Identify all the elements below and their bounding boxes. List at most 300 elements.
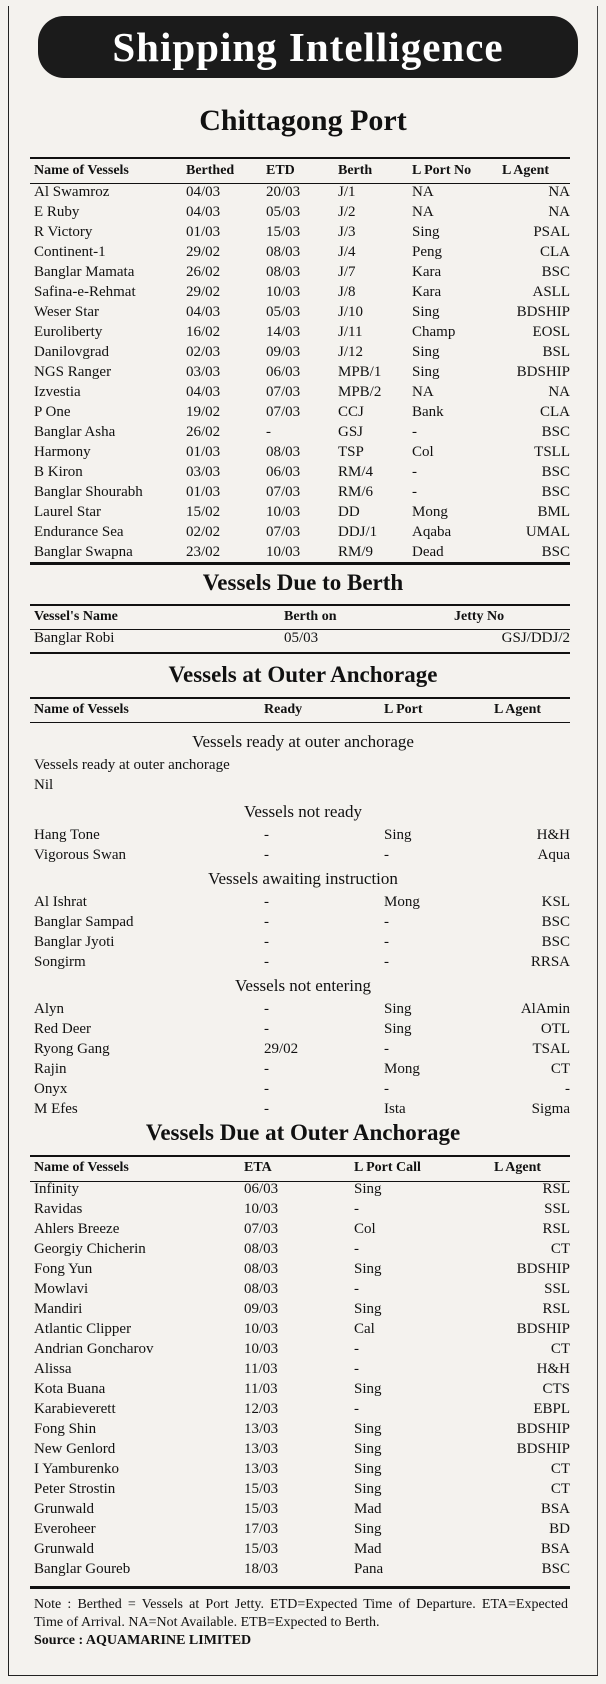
table-cell: 09/03 — [244, 1301, 279, 1317]
table-cell: 29/02 — [186, 284, 221, 300]
table-cell: Songirm — [34, 954, 86, 970]
table-cell: J/10 — [338, 304, 364, 320]
table-cell: 04/03 — [186, 384, 221, 400]
table-row — [34, 422, 570, 442]
table-cell: BD — [549, 1521, 570, 1537]
table-cell: Grunwald — [34, 1501, 94, 1517]
table-cell: Fong Yun — [34, 1261, 93, 1277]
table-row — [34, 1179, 570, 1199]
due-outer-table — [34, 1157, 570, 1579]
table-cell: Banglar Sampad — [34, 914, 134, 930]
table-row — [34, 825, 570, 845]
table-cell: SSL — [544, 1201, 570, 1217]
table-cell: 10/03 — [244, 1321, 279, 1337]
table-row — [34, 1519, 570, 1539]
table-cell: Ista — [384, 1101, 406, 1117]
table-row — [34, 628, 570, 648]
table-cell: TSAL — [532, 1041, 570, 1057]
table-cell: Sing — [354, 1181, 382, 1197]
table-row — [34, 1499, 570, 1519]
table-cell: BSC — [541, 464, 570, 480]
table-cell: MPB/1 — [338, 364, 382, 380]
table-cell: - — [384, 847, 389, 863]
table-cell: - — [354, 1341, 359, 1357]
table-row — [34, 1379, 570, 1399]
table-cell: - — [384, 1041, 389, 1057]
table-cell: 02/03 — [186, 344, 221, 360]
table-row — [34, 932, 570, 952]
table-cell: 29/02 — [264, 1041, 299, 1057]
table-cell: Ravidas — [34, 1201, 83, 1217]
table-row — [34, 1319, 570, 1339]
banner-title: Shipping Intelligence — [38, 16, 578, 78]
col-header: Name of Vessels — [34, 1160, 129, 1175]
table-cell: Sing — [412, 224, 440, 240]
table-cell: J/4 — [338, 244, 356, 260]
table-cell: 02/02 — [186, 524, 221, 540]
table-cell: New Genlord — [34, 1441, 116, 1457]
table-cell: 18/03 — [244, 1561, 279, 1577]
table-row — [34, 1099, 570, 1119]
table-cell: PSAL — [533, 224, 570, 240]
table-cell: Banglar Jyoti — [34, 934, 115, 950]
table-cell: TSP — [338, 444, 364, 460]
table-cell: 04/03 — [186, 204, 221, 220]
table-cell: 09/03 — [266, 344, 301, 360]
table-cell: Sing — [354, 1481, 382, 1497]
source-line: Source : AQUAMARINE LIMITED — [34, 1633, 252, 1648]
table-cell: Rajin — [34, 1061, 67, 1077]
table-row — [34, 1299, 570, 1319]
table-cell: - — [264, 954, 269, 970]
ready-nil: Nil — [34, 777, 54, 793]
table-row — [34, 1559, 570, 1579]
table-cell: CTS — [542, 1381, 570, 1397]
table-cell: J/7 — [338, 264, 356, 280]
table-row — [34, 182, 570, 202]
table-cell: - — [354, 1241, 359, 1257]
table-cell: 23/02 — [186, 544, 221, 560]
table-header-row — [34, 1157, 570, 1179]
table-cell: 08/03 — [244, 1281, 279, 1297]
table-cell: E Ruby — [34, 204, 80, 220]
table-cell: BDSHIP — [516, 1261, 570, 1277]
table-cell: 05/03 — [266, 204, 301, 220]
table-cell: 17/03 — [244, 1521, 279, 1537]
table-header-row — [34, 160, 570, 182]
table-cell: 20/03 — [266, 184, 301, 200]
table-cell: 26/02 — [186, 264, 221, 280]
table-cell: BSC — [541, 1561, 570, 1577]
table-row — [34, 222, 570, 242]
table-row — [34, 1239, 570, 1259]
due-berth-table — [34, 606, 570, 648]
table-row — [34, 282, 570, 302]
table-cell: Ahlers Breeze — [34, 1221, 120, 1237]
table-cell: SSL — [544, 1281, 570, 1297]
table-cell: EOSL — [532, 324, 570, 340]
table-row — [34, 442, 570, 462]
table-cell: 07/03 — [266, 524, 301, 540]
table-cell: Karabieverett — [34, 1401, 116, 1417]
table-cell: 01/03 — [186, 484, 221, 500]
table-cell: J/12 — [338, 344, 364, 360]
table-cell: KSL — [541, 894, 570, 910]
table-cell: 11/03 — [244, 1361, 278, 1377]
table-cell: Sing — [412, 344, 440, 360]
table-cell: Mong — [412, 504, 448, 520]
table-cell: P One — [34, 404, 71, 420]
table-cell: 15/02 — [186, 504, 221, 520]
table-cell: Izvestia — [34, 384, 81, 400]
table-cell: BDSHIP — [516, 304, 570, 320]
table-cell: RM/4 — [338, 464, 374, 480]
table-cell: Alissa — [34, 1361, 72, 1377]
table-cell: Sing — [354, 1521, 382, 1537]
rule — [30, 562, 570, 565]
table-cell: 15/03 — [244, 1481, 279, 1497]
table-row — [34, 912, 570, 932]
table-cell: - — [264, 934, 269, 950]
group-heading: Vessels not ready — [243, 802, 363, 821]
table-cell: Vigorous Swan — [34, 847, 127, 863]
table-row — [34, 1359, 570, 1379]
table-cell: Sing — [354, 1421, 382, 1437]
table-cell: Cal — [354, 1321, 375, 1337]
table-cell: - — [565, 1081, 570, 1097]
table-cell: - — [412, 464, 417, 480]
table-row — [34, 1339, 570, 1359]
table-cell: BDSHIP — [516, 364, 570, 380]
table-row — [34, 1539, 570, 1559]
table-cell: Sing — [354, 1461, 382, 1477]
col-header: ETA — [244, 1160, 272, 1175]
table-row — [34, 1019, 570, 1039]
table-cell: Continent-1 — [34, 244, 106, 260]
table-cell: 12/03 — [244, 1401, 279, 1417]
table-row — [34, 262, 570, 282]
table-cell: 10/03 — [266, 544, 301, 560]
group-heading: Vessels awaiting instruction — [208, 869, 398, 888]
table-cell: CT — [550, 1341, 570, 1357]
col-header: L Port No — [412, 163, 472, 178]
col-header: L Agent — [502, 163, 550, 178]
table-cell: MPB/2 — [338, 384, 382, 400]
rule — [30, 1181, 570, 1182]
rule — [30, 652, 570, 654]
table-cell: 19/02 — [186, 404, 221, 420]
table-cell: - — [266, 424, 271, 440]
table-cell: Al Ishrat — [34, 894, 87, 910]
table-cell: - — [264, 827, 269, 843]
table-cell: Sing — [412, 364, 440, 380]
col-header: Name of Vessels — [34, 163, 129, 178]
table-cell: UMAL — [525, 524, 570, 540]
table-row — [34, 1399, 570, 1419]
table-cell: 04/03 — [186, 184, 221, 200]
table-cell: I Yamburenko — [34, 1461, 119, 1477]
table-row — [34, 1219, 570, 1239]
rule — [30, 183, 570, 184]
table-cell: Sing — [412, 304, 440, 320]
table-cell: 07/03 — [266, 484, 301, 500]
table-cell: - — [384, 914, 389, 930]
table-cell: BDSHIP — [516, 1421, 570, 1437]
table-cell: J/3 — [338, 224, 356, 240]
table-cell: Mong — [384, 1061, 420, 1077]
table-cell: RSL — [542, 1181, 570, 1197]
ready-line: Vessels ready at outer anchorage — [34, 757, 230, 773]
table-cell: Sigma — [531, 1101, 570, 1117]
table-cell: Sing — [384, 1021, 412, 1037]
table-cell: - — [354, 1401, 359, 1417]
table-cell: CT — [550, 1481, 570, 1497]
table-cell: Safina-e-Rehmat — [34, 284, 136, 300]
table-cell: Infinity — [34, 1181, 79, 1197]
berth-on: 05/03 — [284, 630, 319, 646]
table-cell: RSL — [542, 1301, 570, 1317]
awaiting-table — [34, 892, 570, 972]
table-cell: J/11 — [338, 324, 363, 340]
table-cell: - — [264, 1001, 269, 1017]
table-cell: Georgiy Chicherin — [34, 1241, 146, 1257]
table-cell: BSA — [540, 1501, 570, 1517]
table-cell: 01/03 — [186, 444, 221, 460]
table-row — [34, 242, 570, 262]
note-text: Note : Berthed = Vessels at Port Jetty. ETD=Expected Time of Departure. ETA=Expected Time of Arrival. NA=Not Available. ETB=Expected to Berth. — [34, 1597, 568, 1630]
table-cell: 10/03 — [266, 284, 301, 300]
table-cell: Peter Strostin — [34, 1481, 116, 1497]
table-cell: 08/03 — [244, 1261, 279, 1277]
table-row — [34, 202, 570, 222]
table-cell: Mong — [384, 894, 420, 910]
table-cell: J/8 — [338, 284, 356, 300]
table-cell: RSL — [542, 1221, 570, 1237]
table-cell: 15/03 — [244, 1501, 279, 1517]
table-cell: Col — [354, 1221, 376, 1237]
table-row — [34, 1459, 570, 1479]
table-cell: CT — [550, 1241, 570, 1257]
table-cell: 14/03 — [266, 324, 301, 340]
col-header: L Port — [384, 702, 423, 717]
table-cell: CLA — [540, 244, 570, 260]
table-cell: Sing — [354, 1441, 382, 1457]
table-cell: Fong Shin — [34, 1421, 97, 1437]
table-cell: 06/03 — [266, 464, 301, 480]
table-cell: Mad — [354, 1541, 382, 1557]
table-cell: - — [384, 954, 389, 970]
table-cell: 29/02 — [186, 244, 221, 260]
table-cell: H&H — [536, 827, 570, 843]
table-cell: Grunwald — [34, 1541, 94, 1557]
col-header: L Agent — [494, 702, 542, 717]
table-row — [34, 1479, 570, 1499]
table-cell: Banglar Mamata — [34, 264, 135, 280]
table-row — [34, 1259, 570, 1279]
table-cell: - — [264, 1061, 269, 1077]
table-cell: 01/03 — [186, 224, 221, 240]
table-cell: - — [264, 1021, 269, 1037]
table-cell: Onyx — [34, 1081, 68, 1097]
table-row — [34, 482, 570, 502]
table-row — [34, 382, 570, 402]
table-cell: 15/03 — [266, 224, 301, 240]
table-row — [34, 522, 570, 542]
table-cell: Champ — [412, 324, 456, 340]
table-row — [34, 1279, 570, 1299]
section-title: Vessels Due at Outer Anchorage — [145, 1120, 461, 1145]
table-cell: 16/02 — [186, 324, 221, 340]
table-cell: 08/03 — [266, 444, 301, 460]
col-header: Ready — [264, 702, 303, 717]
table-row — [34, 1419, 570, 1439]
table-cell: R Victory — [34, 224, 93, 240]
table-cell: Everoheer — [34, 1521, 96, 1537]
table-row — [34, 362, 570, 382]
table-cell: - — [264, 914, 269, 930]
table-cell: - — [384, 934, 389, 950]
table-cell: - — [264, 1081, 269, 1097]
table-cell: Alyn — [34, 1001, 64, 1017]
section-title: Vessels Due to Berth — [202, 570, 404, 595]
table-cell: Banglar Goureb — [34, 1561, 131, 1577]
table-cell: - — [412, 424, 417, 440]
table-cell: 26/02 — [186, 424, 221, 440]
table-cell: Sing — [354, 1301, 382, 1317]
table-cell: 11/03 — [244, 1381, 278, 1397]
table-cell: 13/03 — [244, 1421, 279, 1437]
table-cell: Banglar Shourabh — [34, 484, 143, 500]
table-row — [34, 502, 570, 522]
table-cell: Sing — [384, 1001, 412, 1017]
table-cell: BDSHIP — [516, 1441, 570, 1457]
table-cell: RRSA — [530, 954, 570, 970]
table-cell: BSC — [541, 544, 570, 560]
table-row — [34, 845, 570, 865]
table-cell: Bank — [412, 404, 444, 420]
table-cell: Aqaba — [412, 524, 452, 540]
section-title: Vessels at Outer Anchorage — [168, 662, 438, 687]
table-row — [34, 952, 570, 972]
table-cell: Laurel Star — [34, 504, 102, 520]
table-cell: H&H — [536, 1361, 570, 1377]
table-cell: Hang Tone — [34, 827, 100, 843]
table-cell: Dead — [412, 544, 444, 560]
table-cell: Pana — [354, 1561, 384, 1577]
table-cell: Sing — [354, 1261, 382, 1277]
col-header: Jetty No — [454, 609, 505, 624]
table-cell: NA — [548, 384, 570, 400]
rule — [30, 722, 570, 723]
table-row — [34, 322, 570, 342]
table-cell: - — [412, 484, 417, 500]
table-cell: Sing — [354, 1381, 382, 1397]
table-row — [34, 1079, 570, 1099]
table-cell: - — [354, 1201, 359, 1217]
table-cell: NGS Ranger — [34, 364, 112, 380]
table-cell: Kara — [412, 264, 442, 280]
col-header: L Agent — [494, 1160, 542, 1175]
table-cell: CT — [550, 1061, 570, 1077]
table-cell: 08/03 — [266, 244, 301, 260]
table-cell: J/2 — [338, 204, 356, 220]
jetty-no: GSJ/DDJ/2 — [501, 630, 570, 646]
port-title: Chittagong Port — [199, 104, 407, 137]
footnote — [34, 1596, 568, 1650]
table-cell: DDJ/1 — [338, 524, 378, 540]
table-cell: Atlantic Clipper — [34, 1321, 132, 1337]
rule — [30, 157, 570, 159]
table-cell: Al Swamroz — [34, 184, 110, 200]
table-cell: B Kiron — [34, 464, 83, 480]
table-cell: - — [354, 1281, 359, 1297]
col-header: Name of Vessels — [34, 702, 129, 717]
table-cell: 05/03 — [266, 304, 301, 320]
table-cell: 13/03 — [244, 1461, 279, 1477]
table-cell: 08/03 — [244, 1241, 279, 1257]
table-cell: Sing — [384, 827, 412, 843]
table-row — [34, 342, 570, 362]
page-frame-bottom — [8, 1675, 598, 1676]
col-header: ETD — [266, 163, 295, 178]
berthed-table — [34, 160, 570, 562]
table-row — [34, 542, 570, 562]
table-cell: - — [264, 847, 269, 863]
table-cell: OTL — [540, 1021, 570, 1037]
rule — [30, 629, 570, 630]
table-cell: BSC — [541, 264, 570, 280]
table-cell: NA — [412, 384, 434, 400]
table-cell: 06/03 — [244, 1181, 279, 1197]
table-cell: Red Deer — [34, 1021, 92, 1037]
table-cell: Mandiri — [34, 1301, 83, 1317]
table-cell: 03/03 — [186, 464, 221, 480]
table-row — [34, 1439, 570, 1459]
table-cell: RM/6 — [338, 484, 374, 500]
table-cell: BSC — [541, 914, 570, 930]
vessel-name: Banglar Robi — [34, 630, 115, 646]
group-heading: Vessels ready at outer anchorage — [192, 732, 414, 751]
table-cell: TSLL — [534, 444, 570, 460]
table-cell: Col — [412, 444, 434, 460]
table-cell: CCJ — [338, 404, 364, 420]
table-cell: BSC — [541, 484, 570, 500]
col-header: Berth on — [284, 609, 337, 624]
table-cell: M Efes — [34, 1101, 78, 1117]
table-cell: Banglar Swapna — [34, 544, 133, 560]
table-cell: ASLL — [532, 284, 570, 300]
col-header: Berth — [338, 163, 373, 178]
table-cell: 06/03 — [266, 364, 301, 380]
table-cell: Danilovgrad — [34, 344, 109, 360]
table-cell: NA — [548, 204, 570, 220]
table-cell: RM/9 — [338, 544, 374, 560]
table-cell: EBPL — [533, 1401, 570, 1417]
col-header: L Port Call — [354, 1160, 421, 1175]
table-cell: CT — [550, 1461, 570, 1477]
table-row — [34, 1059, 570, 1079]
table-row — [34, 302, 570, 322]
table-cell: BSL — [542, 344, 570, 360]
table-cell: DD — [338, 504, 360, 520]
table-row — [34, 1039, 570, 1059]
table-cell: BDSHIP — [516, 1321, 570, 1337]
table-cell: 08/03 — [266, 264, 301, 280]
table-header-row — [34, 699, 570, 721]
table-cell: BML — [537, 504, 570, 520]
table-cell: Banglar Asha — [34, 424, 116, 440]
table-cell: 10/03 — [244, 1341, 279, 1357]
